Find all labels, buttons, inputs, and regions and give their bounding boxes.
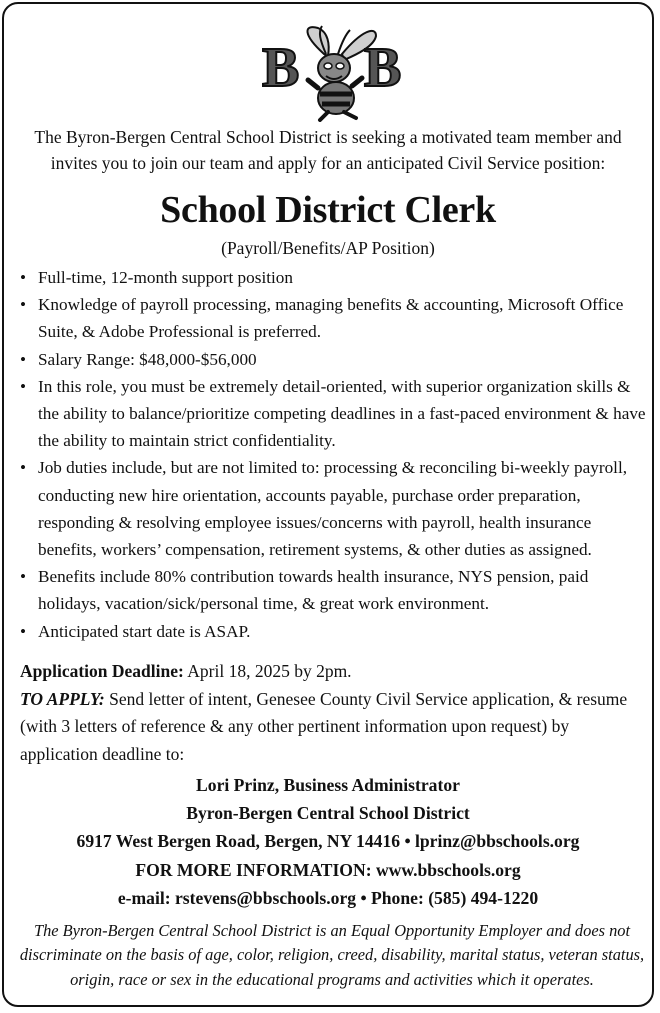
- svg-text:B: B: [262, 37, 300, 99]
- eeo-statement: The Byron-Bergen Central School District is an Equal Opportunity Employer and does not discriminate on the basis of age, color, religion, creed, disability, marital status, veteran status, origin, race or sex in the educational programs and activities which it operates.: [19, 921, 645, 989]
- job-subtitle: (Payroll/Benefits/AP Position): [221, 238, 435, 258]
- contact-block: [4, 771, 652, 912]
- list-item: • Benefits include 80% contribution towards health insurance, NYS pension, paid holidays, vacation/sick/personal time, & great work environment.: [20, 563, 650, 617]
- apply-label: TO APPLY:: [20, 688, 105, 709]
- deadline-value: April 18, 2025 by 2pm.: [183, 661, 352, 681]
- job-details-list: [20, 264, 650, 645]
- intro-line: The Byron-Bergen Central School District is seeking a motivated team member and: [34, 127, 622, 147]
- job-ad: [2, 2, 654, 1007]
- list-item: • Full-time, 12-month support position: [20, 264, 650, 291]
- list-item: • Knowledge of payroll processing, managing benefits & accounting, Microsoft Office Suite, & Adobe Professional is preferred.: [20, 291, 650, 345]
- contact-name: Lori Prinz, Business Administrator: [196, 775, 460, 795]
- apply-paragraph: [20, 686, 650, 769]
- contact-org: Byron-Bergen Central School District: [186, 803, 470, 824]
- contact-email-phone: e-mail: rstevens@bbschools.org • Phone: (585) 494-1220: [117, 887, 539, 908]
- list-item: • Salary Range: $48,000-$56,000: [20, 346, 650, 373]
- bee-logo-icon: [262, 24, 408, 122]
- deadline-label: Application Deadline:: [20, 661, 184, 681]
- contact-address: 6917 West Bergen Road, Bergen, NY 14416 • lprinz@bbschools.org: [76, 831, 580, 852]
- deadline-line: [20, 658, 650, 686]
- list-item: • Anticipated start date is ASAP.: [20, 618, 650, 645]
- intro-text: [4, 124, 652, 176]
- intro-line: invites you to join our team and apply for an anticipated Civil Service position:: [50, 153, 606, 173]
- job-title: School District Clerk: [160, 189, 496, 231]
- contact-more-info: FOR MORE INFORMATION: www.bbschools.org: [135, 859, 521, 880]
- svg-text:B: B: [364, 37, 402, 99]
- list-item: • In this role, you must be extremely detail-oriented, with superior organization skills & the ability to balance/prioritize competing deadlines in a fast-paced environment & have the ability to maintain strict confidentiality.: [20, 373, 650, 455]
- application-block: [20, 658, 650, 768]
- apply-text: Send letter of intent, Genesee County Civil Service application, & resume (with 3 letters of reference & any other pertinent information upon request) by application deadline to:: [20, 688, 628, 764]
- list-item: • Job duties include, but are not limited to: processing & reconciling bi-weekly payroll, conducting new hire orientation, accounts payable, purchase order preparation, responding & resolving employee issues/concerns with payroll, health insurance benefits, workers’ compensation, retirement systems, & other duties as assigned.: [20, 454, 650, 563]
